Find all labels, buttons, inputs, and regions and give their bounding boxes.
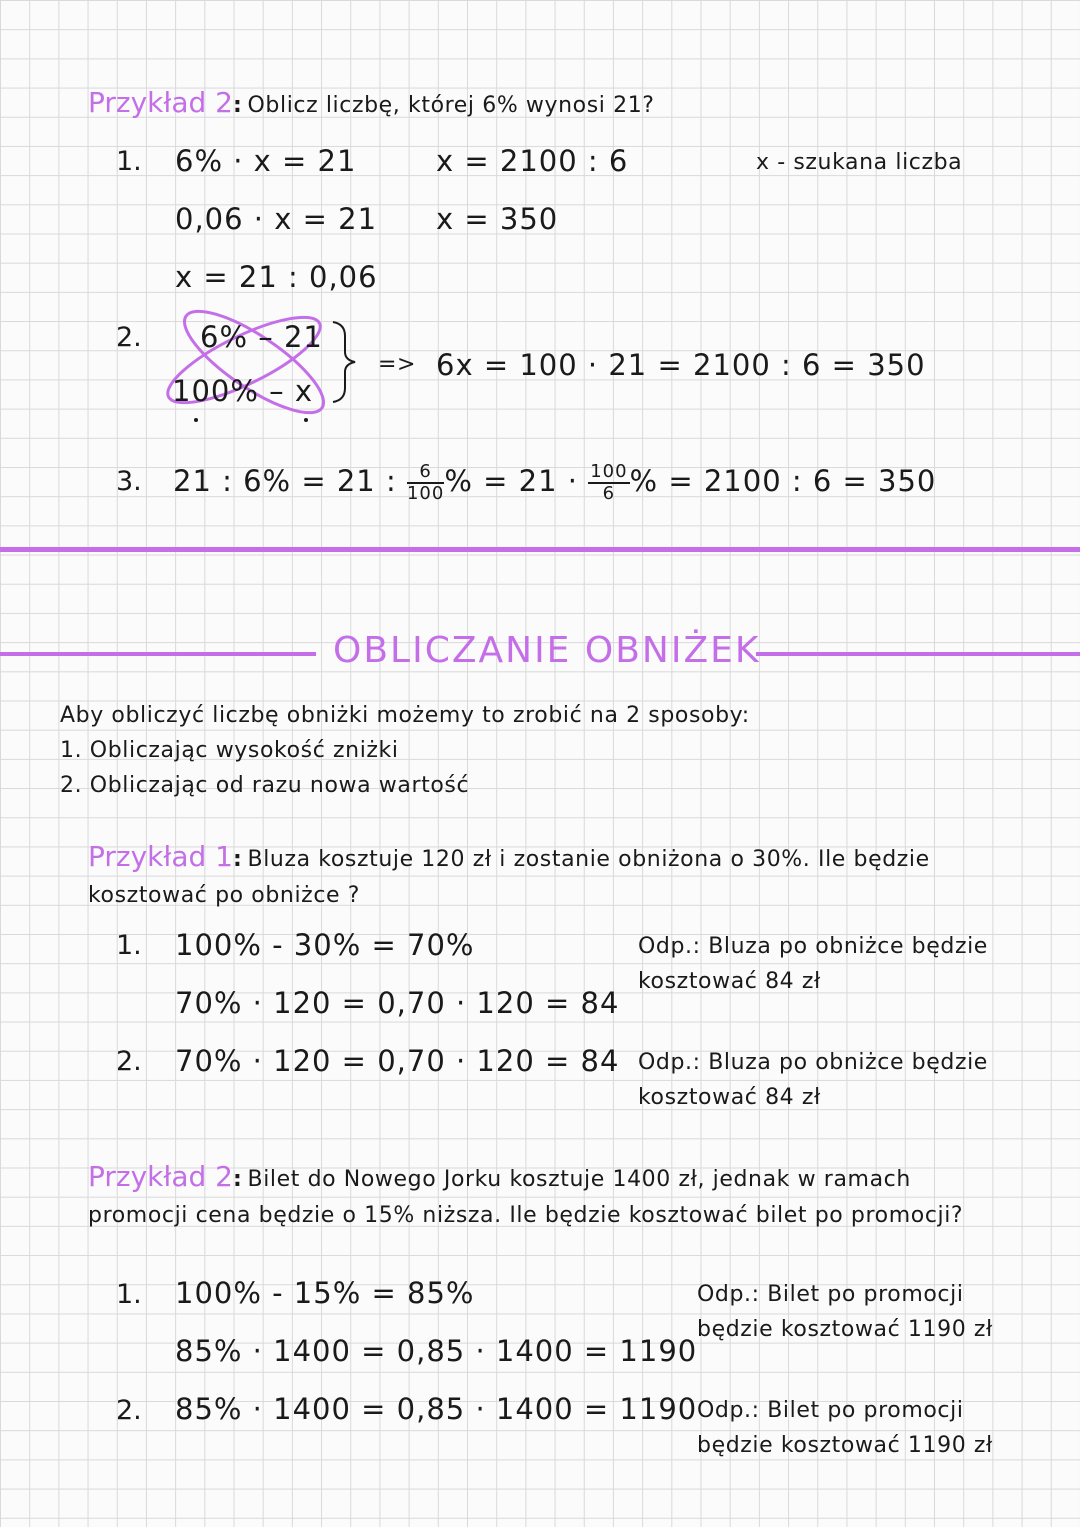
method-number: 3. [116, 466, 142, 497]
example2-top-heading [88, 86, 655, 119]
example-question-cont: promocji cena będzie o 15% niższa. Ile będzie kosztować bilet po promocji? [88, 1203, 964, 1228]
answer-line: kosztować 84 zł [638, 969, 821, 994]
colon: : [233, 1167, 243, 1192]
brace-icon [333, 322, 355, 402]
answer-line: kosztować 84 zł [638, 1085, 821, 1110]
example-question-cont: kosztować po obniżce ? [88, 883, 361, 908]
section-title: OBLICZANIE OBNIŻEK [333, 630, 761, 671]
example-label: Przykład 2 [88, 86, 233, 119]
example-label: Przykład 1 [88, 840, 233, 873]
example-question: Bluza kosztuje 120 zł i zostanie obniżona o 30%. Ile będzie [247, 847, 930, 872]
method-number: 2. [116, 1395, 142, 1426]
equation-line: x = 350 [436, 202, 559, 236]
method-number: 1. [116, 146, 142, 177]
equation-line: 85% · 1400 = 0,85 · 1400 = 1190 [175, 1334, 698, 1368]
proportion-result: 6x = 100 · 21 = 2100 : 6 = 350 [436, 348, 926, 382]
answer-line: Odp.: Bilet po promocji [697, 1282, 964, 1307]
example-question: Oblicz liczbę, której 6% wynosi 21? [247, 93, 655, 118]
colon: : [233, 847, 243, 872]
equation-line: 85% · 1400 = 0,85 · 1400 = 1190 [175, 1392, 698, 1426]
equation-line: 70% · 120 = 0,70 · 120 = 84 [175, 986, 620, 1020]
equation-line: 100% - 15% = 85% [175, 1276, 475, 1310]
colon: : [233, 93, 243, 118]
example2-heading [88, 1160, 911, 1193]
answer-line: Odp.: Bluza po obniżce będzie [638, 1050, 988, 1075]
variable-note: x - szukana liczba [756, 150, 963, 175]
equation-line: 100% - 30% = 70% [175, 928, 475, 962]
numerator: 100 [590, 461, 628, 482]
eq-part: % = 2100 : 6 = 350 [629, 464, 937, 498]
equation-line: x = 2100 : 6 [436, 144, 629, 178]
dot-mark [194, 418, 198, 422]
dot-mark [304, 418, 308, 422]
eq-part: % = 21 · [444, 464, 578, 498]
method-number: 2. [116, 322, 142, 353]
implies-arrow: => [378, 352, 417, 377]
method-number: 1. [116, 1279, 142, 1310]
example-label: Przykład 2 [88, 1160, 233, 1193]
section-divider [0, 547, 1080, 552]
equation-line: x = 21 : 0,06 [175, 260, 378, 294]
numerator: 6 [407, 462, 444, 484]
example1-heading [88, 840, 930, 873]
proportion-bottom: 100% – x [172, 374, 314, 408]
example-question: Bilet do Nowego Jorku kosztuje 1400 zł, jednak w ramach [247, 1167, 911, 1192]
equation-line: 6% · x = 21 [175, 144, 357, 178]
eq-part: 21 : 6% = 21 : [173, 464, 397, 498]
intro-text: Aby obliczyć liczbę obniżki możemy to zrobić na 2 sposoby: [60, 703, 750, 728]
fraction [588, 462, 629, 504]
method-number: 1. [116, 930, 142, 961]
denominator: 100 [406, 483, 445, 504]
equation-line: 0,06 · x = 21 [175, 202, 378, 236]
method-number: 2. [116, 1046, 142, 1077]
answer-line: będzie kosztować 1190 zł [697, 1433, 993, 1458]
answer-line: Odp.: Bilet po promocji [697, 1398, 964, 1423]
title-rule-right [756, 652, 1080, 656]
denominator: 6 [602, 483, 616, 504]
answer-line: Odp.: Bluza po obniżce będzie [638, 934, 988, 959]
proportion-top: 6% – 21 [200, 320, 323, 354]
equation-line: 70% · 120 = 0,70 · 120 = 84 [175, 1044, 620, 1078]
title-rule-left [0, 652, 316, 656]
fraction [407, 462, 444, 504]
way-item: 2. Obliczając od razu nowa wartość [60, 773, 470, 798]
answer-line: będzie kosztować 1190 zł [697, 1317, 993, 1342]
way-item: 1. Obliczając wysokość zniżki [60, 738, 399, 763]
fraction-equation [173, 462, 936, 504]
